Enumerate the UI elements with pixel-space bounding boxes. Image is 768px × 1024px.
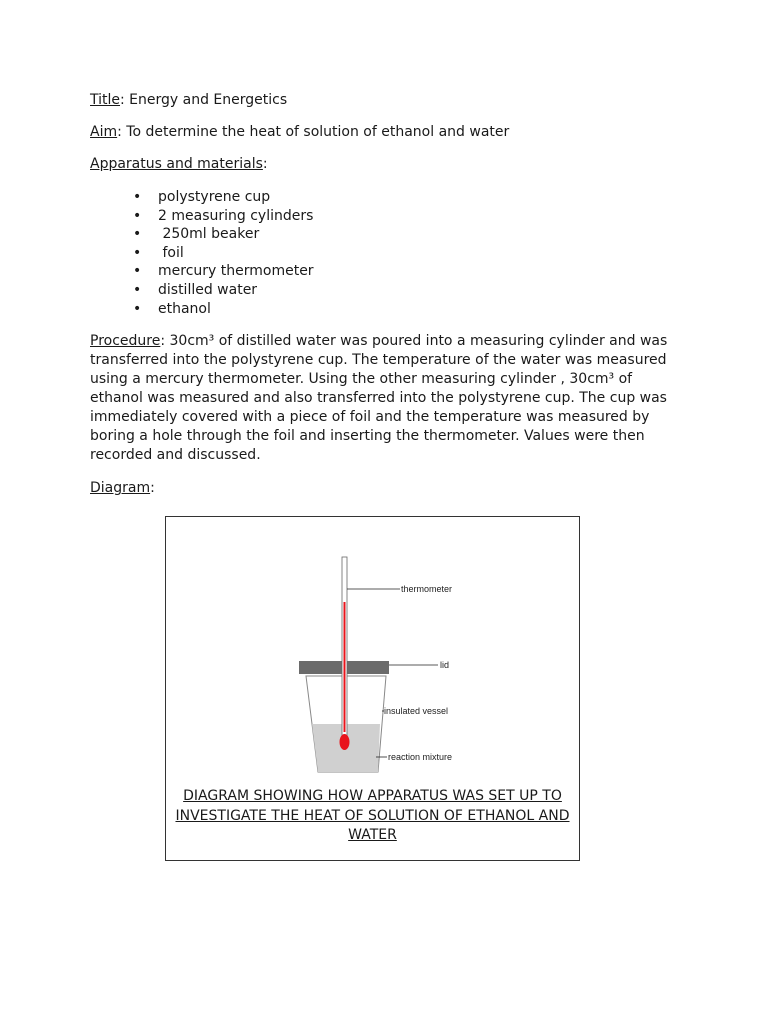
caption-line: DIAGRAM SHOWING HOW APPARATUS WAS SET UP TO [183, 788, 562, 804]
list-item: • 250ml beaker [133, 225, 314, 244]
label-lid: lid [440, 660, 450, 670]
apparatus-heading [90, 155, 268, 174]
label-mixture: reaction mixture [388, 752, 453, 762]
procedure-paragraph [90, 332, 670, 465]
list-item: • polystyrene cup [133, 188, 314, 207]
diagram-suffix: : [150, 480, 155, 496]
title-label: Title [90, 92, 121, 108]
label-thermometer: thermometer [401, 584, 453, 594]
diagram-heading [90, 479, 155, 498]
list-item: • ethanol [133, 300, 314, 319]
procedure-text: : 30cm³ of distilled water was poured into a measuring cylinder and was transferred into the polystyrene cup. The temperature of the water was measured using a mercury thermometer. Using the other measuring cylinder , 30cm³ of ethanol was measured and also transferred into the polystyrene cup. The cup was immediately covered with a piece of foil and the temperature was measured by boring a hole through the foil and inserting the thermometer. Values were then recorded and discussed. [90, 333, 668, 463]
caption-line: WATER [348, 827, 397, 843]
list-item: • distilled water [133, 281, 314, 300]
list-item: • foil [133, 244, 314, 263]
procedure-label: Procedure [90, 333, 161, 349]
diagram-label: Diagram [90, 480, 151, 496]
list-item: • mercury thermometer [133, 262, 314, 281]
thermometer-bulb [340, 734, 350, 750]
aim-text: : To determine the heat of solution of ethanol and water [117, 124, 510, 140]
materials-list [133, 188, 314, 318]
caption-line: INVESTIGATE THE HEAT OF SOLUTION OF ETHANOL AND [175, 807, 570, 824]
title-line [90, 91, 287, 110]
list-item: • 2 measuring cylinders [133, 207, 314, 226]
mercury-column [344, 602, 346, 732]
apparatus-label: Apparatus and materials [90, 156, 263, 172]
title-text: : Energy and Energetics [120, 92, 288, 108]
label-vessel: insulated vessel [384, 706, 449, 716]
aim-line [90, 123, 509, 142]
diagram-frame [165, 516, 580, 861]
aim-label: Aim [90, 124, 118, 140]
apparatus-diagram [166, 517, 579, 779]
apparatus-suffix: : [262, 156, 268, 172]
diagram-caption [166, 787, 579, 846]
